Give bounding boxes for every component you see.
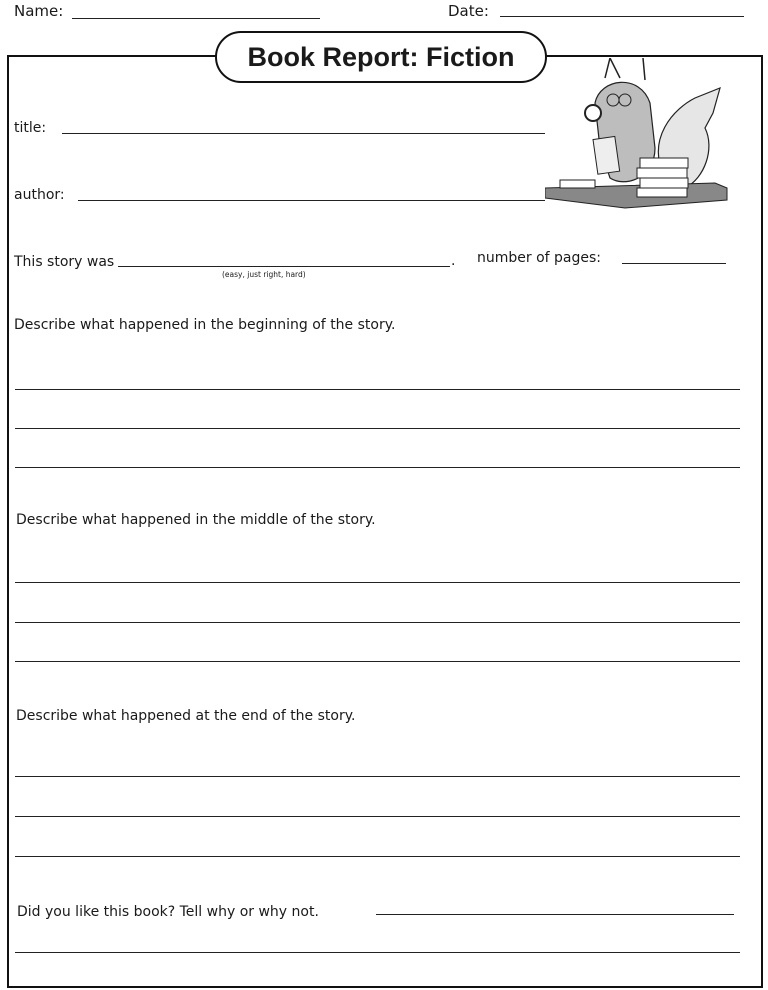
page-title: Book Report: Fiction [247, 41, 515, 72]
opinion-prompt: Did you like this book? Tell why or why not. [17, 904, 319, 920]
beginning-line-1[interactable] [15, 389, 740, 390]
middle-line-1[interactable] [15, 582, 740, 583]
story-was-label: This story was [14, 254, 115, 270]
opinion-line-1[interactable] [376, 914, 734, 915]
book-title-field[interactable] [62, 133, 545, 134]
end-line-1[interactable] [15, 776, 740, 777]
middle-line-3[interactable] [15, 661, 740, 662]
period: . [451, 253, 456, 269]
middle-line-2[interactable] [15, 622, 740, 623]
author-label: author: [14, 187, 65, 203]
date-field[interactable] [500, 16, 744, 17]
end-line-2[interactable] [15, 816, 740, 817]
beginning-line-2[interactable] [15, 428, 740, 429]
title-label: title: [14, 120, 47, 136]
beginning-line-3[interactable] [15, 467, 740, 468]
pages-field[interactable] [622, 263, 726, 264]
difficulty-hint: (easy, just right, hard) [222, 270, 306, 279]
squirrel-reading-illustration [545, 58, 733, 223]
name-label: Name: [14, 2, 64, 20]
author-field[interactable] [78, 200, 545, 201]
middle-prompt: Describe what happened in the middle of the story. [16, 512, 376, 528]
opinion-line-2[interactable] [15, 952, 740, 953]
difficulty-field[interactable] [118, 266, 450, 267]
end-line-3[interactable] [15, 856, 740, 857]
pages-label: number of pages: [477, 250, 602, 266]
beginning-prompt: Describe what happened in the beginning of the story. [14, 317, 396, 333]
name-field[interactable] [72, 18, 320, 19]
title-banner [215, 31, 547, 83]
end-prompt: Describe what happened at the end of the story. [16, 708, 356, 724]
date-label: Date: [448, 2, 489, 20]
